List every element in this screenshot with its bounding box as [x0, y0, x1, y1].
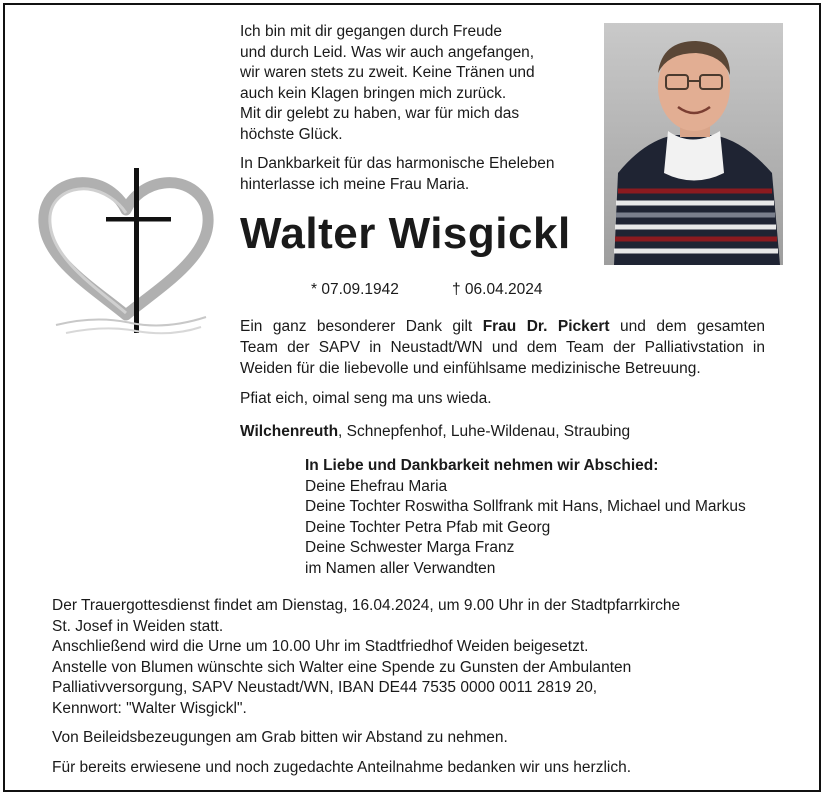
condolences-note: Von Beileidsbezeugungen am Grab bitten wir Abstand zu nehmen.	[52, 729, 508, 746]
portrait-photo	[604, 23, 783, 265]
service-line: Anstelle von Blumen wünschte sich Walter eine Spende zu Gunsten der Ambulanten	[52, 658, 632, 676]
mourner-line: Deine Schwester Marga Franz	[305, 539, 515, 556]
thanks-line: Team der SAPV in Neustadt/WN und dem Team der Palliativstation in	[240, 339, 765, 356]
thanks-text: Ein ganz besonderer Dank gilt	[240, 318, 483, 335]
service-line: St. Josef in Weiden statt.	[52, 617, 224, 635]
mourner-line: Deine Ehefrau Maria	[305, 477, 448, 495]
poem-line: wir waren stets zu zweit. Keine Tränen und	[240, 64, 535, 81]
thanks-paragraph	[240, 316, 765, 379]
birth-date: * 07.09.1942	[311, 281, 399, 298]
poem-line: und durch Leid. Was wir auch angefangen,	[240, 43, 535, 61]
service-line: Der Trauergottesdienst findet am Dienstag, 16.04.2024, um 9.00 Uhr in der Stadtpfarrkirche	[52, 597, 681, 614]
deceased-name: Walter Wisgickl	[240, 209, 571, 258]
poem-line: höchste Glück.	[240, 125, 343, 143]
gratitude-line: hinterlasse ich meine Frau Maria.	[240, 175, 470, 193]
mourners-list	[305, 456, 746, 579]
mourner-line: Deine Tochter Petra Pfab mit Georg	[305, 518, 551, 536]
poem-line: Ich bin mit dir gegangen durch Freude	[240, 23, 502, 40]
farewell-text: Pfiat eich, oimal seng ma uns wieda.	[240, 390, 492, 407]
service-line: Palliativversorgung, SAPV Neustadt/WN, IBAN DE44 7535 0000 0011 2819 20,	[52, 679, 598, 696]
service-line: Kennwort: "Walter Wisgickl".	[52, 699, 247, 717]
service-info	[52, 596, 680, 719]
poem-line: Mit dir gelebt zu haben, war für mich das	[240, 105, 520, 122]
death-date: † 06.04.2024	[452, 281, 543, 298]
gratitude-text	[240, 154, 555, 195]
places-line	[240, 422, 630, 443]
service-line: Anschließend wird die Urne um 10.00 Uhr im Stadtfriedhof Weiden beigesetzt.	[52, 638, 589, 655]
poem-line: auch kein Klagen bringen mich zurück.	[240, 84, 507, 102]
doctor-name: Frau Dr. Pickert	[482, 318, 610, 335]
heart-with-cross-icon	[36, 165, 216, 345]
final-thanks: Für bereits erwiesene und noch zugedachte Anteilnahme bedanken wir uns herzlich.	[52, 759, 632, 776]
mourner-line: Deine Tochter Roswitha Sollfrank mit Hans, Michael und Markus	[305, 498, 746, 515]
mourner-line: im Namen aller Verwandten	[305, 559, 496, 577]
mourners-heading: In Liebe und Dankbarkeit nehmen wir Abschied:	[305, 457, 659, 474]
places-rest: , Schnepfenhof, Luhe-Wildenau, Straubing	[338, 423, 631, 440]
gratitude-line: In Dankbarkeit für das harmonische Eheleben	[240, 155, 555, 172]
thanks-line	[240, 316, 765, 337]
thanks-text: und dem gesamten	[609, 318, 765, 335]
thanks-line: Weiden für die liebevolle und einfühlsame medizinische Betreuung.	[240, 360, 701, 377]
poem	[240, 22, 535, 145]
place-primary: Wilchenreuth	[240, 423, 339, 440]
